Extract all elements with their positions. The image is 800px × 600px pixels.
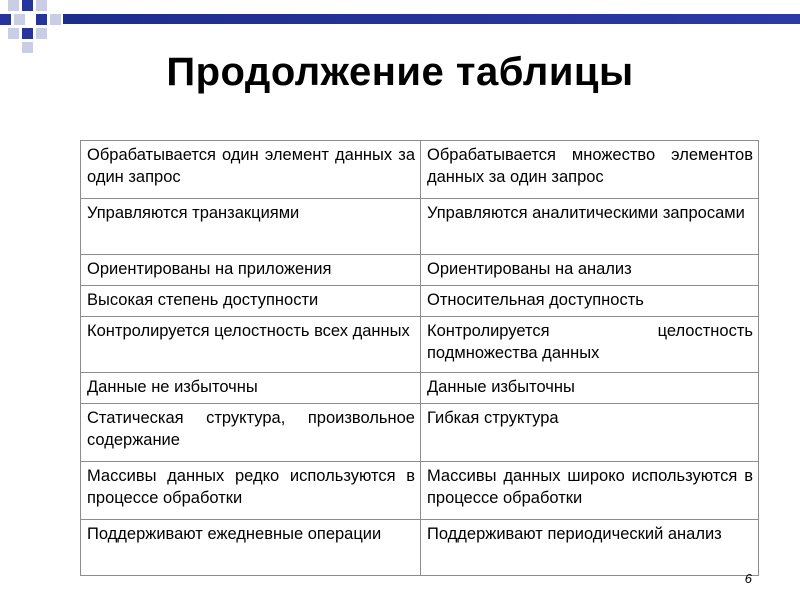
decor-square [8,28,19,39]
table-row [81,141,759,199]
table-cell-right: Поддерживают периодический анализ [421,520,759,576]
table-cell-right: Массивы данных широко используются в процессе обработки [421,462,759,520]
table-cell-right: Ориентированы на анализ [421,255,759,286]
decor-square [22,0,33,11]
table-cell-left: Высокая степень доступности [81,286,421,317]
table-cell-right: Контролируется целостность подмножества данных [421,317,759,373]
page-number: 6 [744,571,752,586]
decor-square [22,28,33,39]
table-cell-left: Поддерживают ежедневные операции [81,520,421,576]
table-cell-left: Данные не избыточны [81,373,421,404]
slide-title: Продолжение таблицы [166,50,634,94]
table-cell-right: Данные избыточны [421,373,759,404]
table-cell-left: Управляются транзакциями [81,199,421,255]
decor-square [36,0,47,11]
table-cell-left: Массивы данных редко используются в процессе обработки [81,462,421,520]
decor-square [36,14,47,25]
decor-square [0,14,11,25]
table-cell-left: Контролируется целостность всех данных [81,317,421,373]
table-row [81,520,759,576]
table-cell-right: Относительная доступность [421,286,759,317]
table-cell-left: Статическая структура, произвольное содержание [81,404,421,462]
comparison-table [80,140,759,576]
table-row [81,404,759,462]
table-row [81,286,759,317]
decor-square [14,14,25,25]
table-row [81,199,759,255]
decor-square [50,14,61,25]
table-row [81,462,759,520]
decor-square [36,28,47,39]
table-cell-left: Ориентированы на приложения [81,255,421,286]
table-cell-right: Гибкая структура [421,404,759,462]
table-row [81,317,759,373]
table-cell-right: Обрабатывается множество элементов данных за один запрос [421,141,759,199]
table-row [81,255,759,286]
table-cell-right: Управляются аналитическими запросами [421,199,759,255]
accent-bar [63,14,800,24]
table-cell-left: Обрабатывается один элемент данных за один запрос [81,141,421,199]
table-row [81,373,759,404]
decor-square [8,0,19,11]
